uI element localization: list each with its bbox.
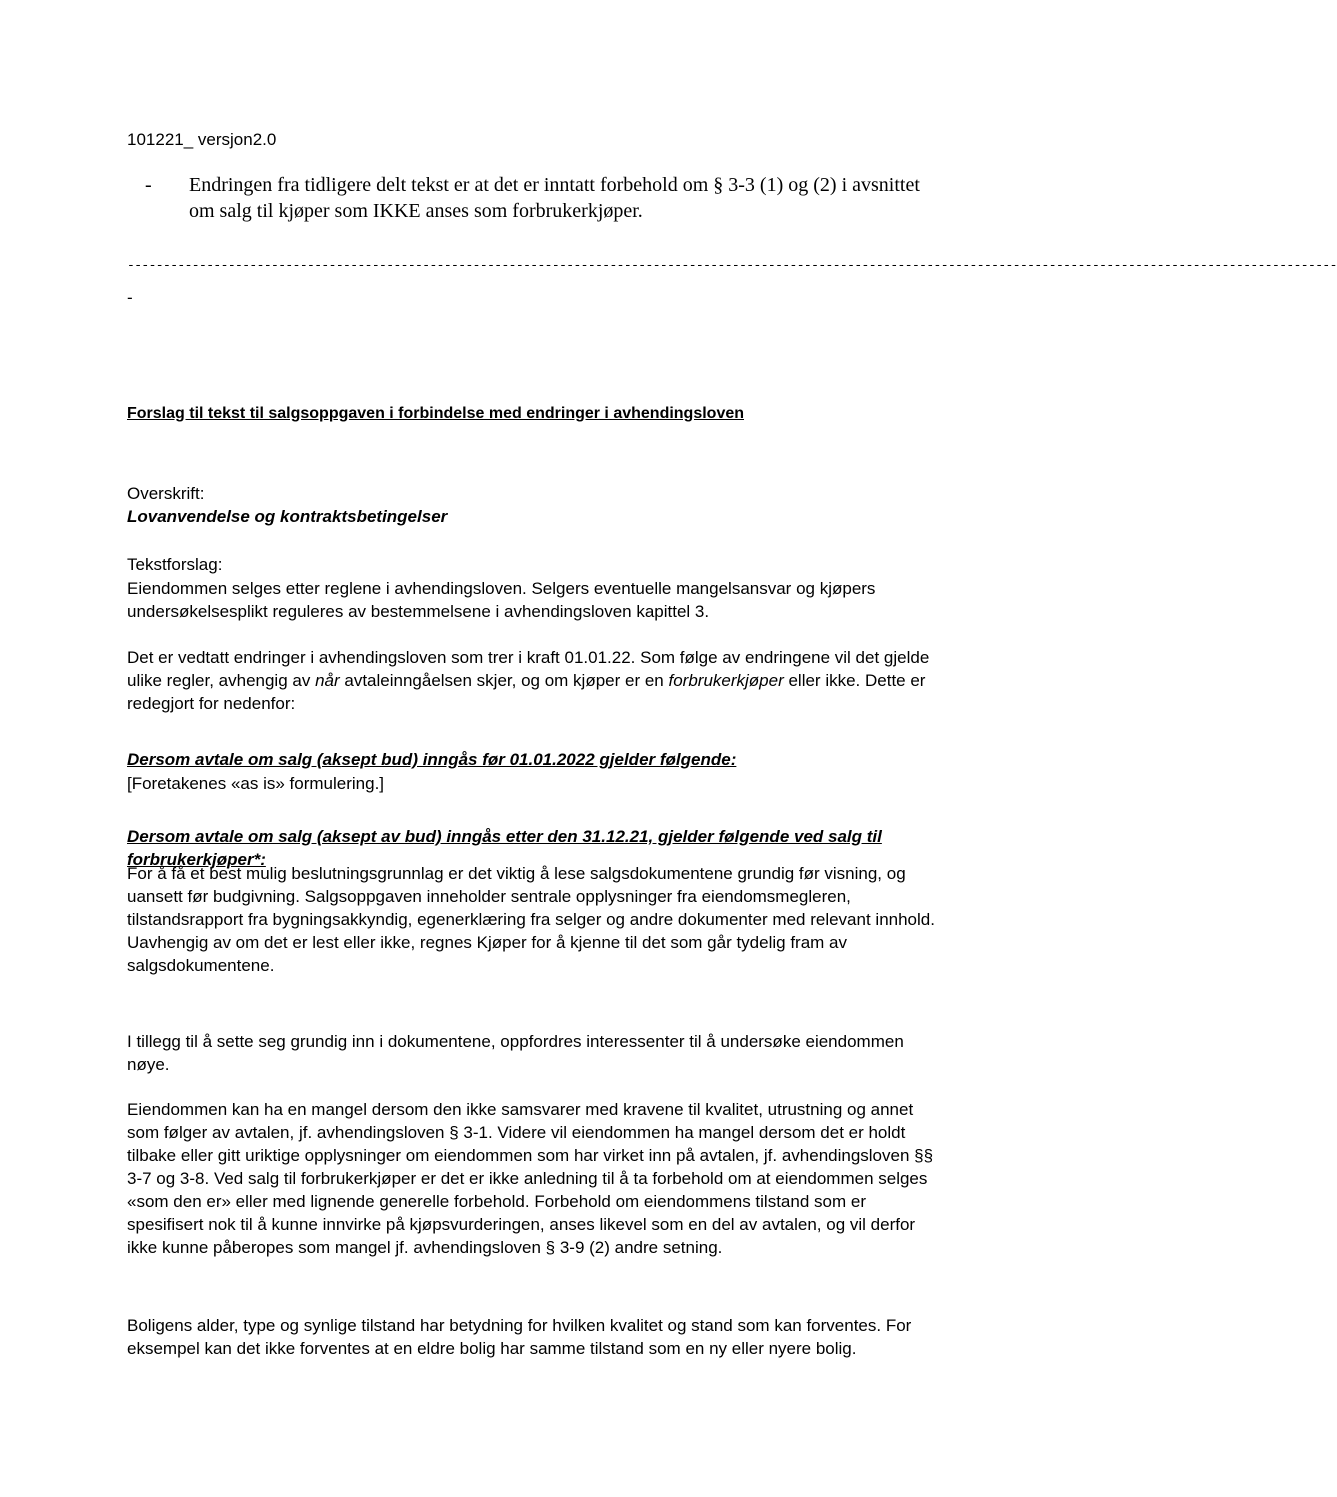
paragraph-3: For å få et best mulig beslutningsgrunnlag er det viktig å lese salgsdokumentene grundig før visning, og uansett før budgivning. Salgsoppgaven inneholder sentrale opplysninger fra eiendomsmegleren, tilstandsrapport fra bygningsakkyndig, egenerklæring fra selger og andre dokumenter med relevant innhold. Uavhengig av om det er lest eller ikke, regnes Kjøper for å kjenne til det som går tydelig fram av salgsdokumentene. <box>127 864 935 975</box>
paragraph-2: Det er vedtatt endringer i avhendingsloven som trer i kraft 01.01.22. Som følge av endringene vil det gjelde ulike regler, avhengig av når avtaleinngåelsen skjer, og om kjøper er en forbrukerkjøper eller ikke. Dette er redegjort for nedenfor: <box>127 648 930 713</box>
paragraph-5: Eiendommen kan ha en mangel dersom den ikke samsvarer med kravene til kvalitet, utrustning og annet som følger av avtalen, jf. avhendingsloven § 3-1. Videre vil eiendommen ha mangel dersom det er holdt tilbake eller gitt uriktige opplysninger om eiendommen som har virket inn på avtalen, jf. avhendingsloven §§ 3-7 og 3-8. Ved salg til forbrukerkjøper er det er ikke anledning til å ta forbehold om at eiendommen selges «som den er» eller med lignende generelle forbehold. Forbehold om eiendommens tilstand som er spesifisert nok til å kunne innvirke på kjøpsvurderingen, anses likevel som en del av avtalen, og vil derfor ikke kunne påberopes som mangel jf. avhendingsloven § 3-9 (2) andre setning. <box>127 1100 934 1257</box>
overskrift-label: Overskrift: <box>127 484 205 503</box>
bullet-dash: - <box>145 174 152 196</box>
separator-line: ------------------------------------------------------------------------------------------------------------------------------------------------------------------------ <box>127 258 1337 273</box>
paragraph-4: I tillegg til å sette seg grundig inn i dokumentene, oppfordres interessenter til å undersøke eiendommen nøye. <box>127 1032 904 1074</box>
section-heading-after-2021: Dersom avtale om salg (aksept av bud) inngås etter den 31.12.21, gjelder følgende ved salg til forbrukerkjøper*: <box>127 827 882 869</box>
document-title: Forslag til tekst til salgsoppgaven i forbindelse med endringer i avhendingsloven <box>127 405 745 422</box>
section-heading-before-2022: Dersom avtale om salg (aksept bud) inngås før 01.01.2022 gjelder følgende: <box>127 750 737 769</box>
change-note: Endringen fra tidligere delt tekst er at det er inntatt forbehold om § 3-3 (1) og (2) i avsnittet om salg til kjøper som IKKE anses som forbrukerkjøper. <box>189 174 920 222</box>
tekstforslag-label: Tekstforslag: <box>127 555 223 574</box>
version-label: 101221_ versjon2.0 <box>127 130 277 149</box>
separator-tail: - <box>127 288 133 307</box>
paragraph-6: Boligens alder, type og synlige tilstand har betydning for hvilken kvalitet og stand som kan forventes. For eksempel kan det ikke forventes at en eldre bolig har samme tilstand som en ny eller nyere bolig. <box>127 1316 912 1358</box>
overskrift-value: Lovanvendelse og kontraktsbetingelser <box>127 507 448 526</box>
as-is-note: [Foretakenes «as is» formulering.] <box>127 774 385 793</box>
paragraph-1: Eiendommen selges etter reglene i avhendingsloven. Selgers eventuelle mangelsansvar og kjøpers undersøkelsesplikt reguleres av bestemmelsene i avhendingsloven kapittel 3. <box>127 579 876 621</box>
